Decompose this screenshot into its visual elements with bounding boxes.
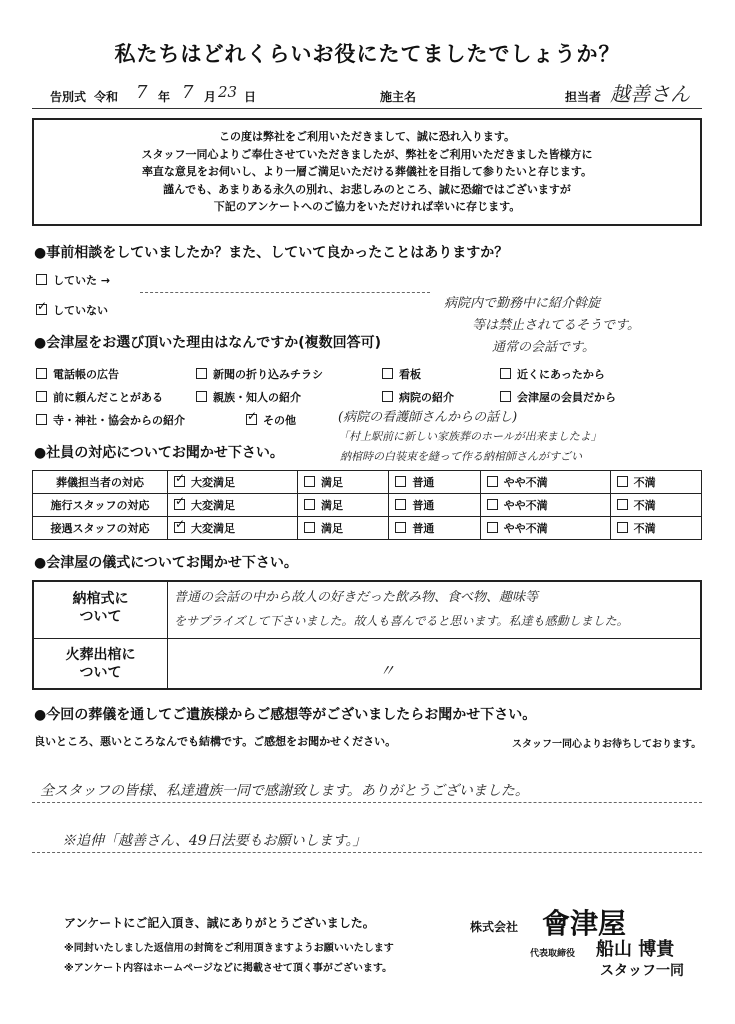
q2-option[interactable] — [500, 366, 605, 382]
intro-box — [32, 118, 702, 226]
q1-option-did-not[interactable] — [36, 302, 108, 318]
q2-option[interactable] — [382, 366, 421, 382]
answer-line — [32, 852, 702, 853]
option-label: 前に頼んだことがある — [53, 391, 163, 404]
q2-question: ●会津屋をお選び頂いた理由はなんですか(複数回答可) — [34, 335, 382, 351]
handwritten-note: 等は禁止されてるそうです。 — [472, 318, 640, 333]
month-unit: 月 — [204, 90, 217, 104]
checkbox[interactable] — [304, 522, 315, 533]
rating-cell[interactable] — [168, 494, 298, 517]
staff-rating-table — [32, 470, 702, 540]
checkbox[interactable] — [487, 499, 498, 510]
staff-value: 越善さん — [610, 82, 690, 106]
q1-option-did[interactable] — [36, 272, 110, 288]
label-line: ついて — [79, 609, 122, 625]
label-line: ついて — [79, 665, 122, 681]
checkbox[interactable] — [196, 391, 207, 402]
rating-cell[interactable] — [297, 517, 388, 540]
row-label: 接遇スタッフの対応 — [33, 517, 168, 540]
handwritten-note: (病院の看護師さんからの話し) — [338, 410, 518, 425]
rating-cell[interactable] — [297, 471, 388, 494]
q2-option[interactable] — [196, 366, 323, 382]
handwritten-note: 「村上駅前に新しい家族葬のホールが出来ましたよ」 — [338, 430, 602, 443]
row-label: 施行スタッフの対応 — [33, 494, 168, 517]
scale-label: やや不満 — [503, 499, 548, 512]
day-value: 23 — [218, 83, 238, 101]
q5-question: ●今回の葬儀を通してご遺族様からご感想等がございましたらお聞かせ下さい。 — [34, 707, 537, 723]
handwritten-note: 通常の会話です。 — [492, 340, 595, 355]
rating-cell[interactable] — [389, 471, 480, 494]
scale-label: 満足 — [320, 476, 343, 489]
scale-label: 大変満足 — [191, 476, 235, 489]
checkbox[interactable] — [617, 499, 628, 510]
rating-cell[interactable] — [168, 517, 298, 540]
column-divider — [167, 582, 168, 688]
q2-option[interactable] — [196, 389, 301, 405]
encoffin-answer-line: 普通の会話の中から故人の好きだった飲み物、食べ物、趣味等 — [174, 590, 539, 605]
intro-line: スタッフ一同心よりご奉仕させていただきましたが、弊社をご利用いただきました皆様方に — [141, 147, 593, 161]
answer-line — [32, 802, 702, 803]
checkbox[interactable] — [36, 368, 47, 379]
rating-cell[interactable] — [389, 494, 480, 517]
q2-option[interactable] — [36, 412, 185, 428]
company-logo-text: 會津屋 — [542, 907, 627, 940]
rating-cell[interactable] — [480, 517, 610, 540]
intro-line: この度は弊社をご利用いただきまして、誠に恐れ入ります。 — [219, 130, 515, 143]
handwritten-note: 納棺時の白装束を縫って作る納棺師さんがすごい — [340, 450, 582, 463]
rating-cell[interactable] — [610, 471, 701, 494]
intro-line: 謹んでも、あまりある永久の別れ、お悲しみのところ、誠に恐縮ではございますが — [163, 182, 571, 196]
encoffin-answer-line: をサプライズして下さいました。故人も喜んでると思います。私達も感動しました。 — [174, 614, 629, 628]
checkbox[interactable] — [395, 522, 406, 533]
q3-question: ●社員の対応についてお聞かせ下さい。 — [34, 445, 284, 461]
checkbox[interactable] — [617, 522, 628, 533]
cremation-answer: 〃 — [379, 661, 396, 680]
intro-line: 下記のアンケートへのご協力をいただければ幸いに存じます。 — [213, 200, 521, 214]
option-label: していない — [53, 304, 108, 317]
checkbox[interactable] — [487, 522, 498, 533]
option-label: 新聞の折り込みチラシ — [213, 368, 323, 381]
table-row — [33, 494, 702, 517]
month-value: 7 — [182, 82, 194, 103]
encoffin-label — [34, 590, 167, 626]
scale-label: 不満 — [633, 476, 656, 489]
checkbox[interactable] — [304, 499, 315, 510]
q4-question: ●会津屋の儀式についてお聞かせ下さい。 — [34, 555, 298, 571]
q5-answer-line: 全スタッフの皆様、私達遺族一同で感謝致します。ありがとうございました。 — [40, 783, 529, 799]
q2-option[interactable] — [382, 389, 454, 405]
option-label: 親族・知人の紹介 — [213, 391, 301, 404]
scale-label: やや不満 — [503, 522, 548, 535]
ceremony-label: 告別式 — [50, 90, 87, 104]
footer-note: ※アンケート内容はホームページなどに掲載させて頂く事がございます。 — [64, 963, 393, 974]
scale-label: 不満 — [633, 499, 656, 512]
checkbox[interactable] — [487, 476, 498, 487]
q2-option[interactable] — [36, 366, 119, 382]
era-label: 令和 — [94, 90, 119, 104]
scale-label: 大変満足 — [191, 522, 235, 535]
rating-cell[interactable] — [389, 517, 480, 540]
table-row — [33, 517, 702, 540]
scale-label: 不満 — [633, 522, 656, 535]
survey-title: 私たちはどれくらいお役にたてましたでしょうか？ — [114, 42, 621, 66]
checkbox-checked[interactable] — [174, 476, 185, 487]
q2-option-other[interactable] — [246, 412, 296, 428]
thanks-text: アンケートにご記入頂き、誠にありがとうございました。 — [64, 916, 375, 930]
label-line: 火葬出棺に — [65, 647, 136, 663]
q5-answer-line: ※追伸「越善さん、49日法要もお願いします。」 — [62, 833, 367, 849]
option-label: 病院の紹介 — [399, 391, 454, 404]
option-label: 看板 — [399, 368, 421, 381]
scale-label: 大変満足 — [191, 499, 235, 512]
rating-cell[interactable] — [480, 471, 610, 494]
rating-cell[interactable] — [297, 494, 388, 517]
day-unit: 日 — [244, 90, 257, 104]
checkbox-checked[interactable] — [246, 414, 257, 425]
checkbox[interactable] — [196, 368, 207, 379]
rating-cell[interactable] — [610, 494, 701, 517]
checkbox[interactable] — [36, 274, 47, 285]
staff-label: 担当者 — [565, 90, 602, 104]
intro-line: 率直な意見をお伺いし、より一層ご満足いただける葬儀社を目指して参りたいと存じます。 — [141, 165, 593, 179]
year-value: 7 — [136, 82, 148, 103]
rep-title: 代表取締役 — [530, 949, 576, 959]
rep-name: 船山 博貴 — [596, 939, 675, 960]
checkbox[interactable] — [500, 368, 511, 379]
q1-answer-line — [140, 292, 430, 293]
row-label: 葬儀担当者の対応 — [33, 471, 168, 494]
year-unit: 年 — [158, 90, 171, 104]
scale-label: 満足 — [320, 499, 343, 512]
scale-label: 満足 — [320, 522, 343, 535]
option-label: 近くにあったから — [517, 368, 605, 381]
chief-mourner-label: 施主名 — [380, 90, 417, 104]
handwritten-note: 病院内で勤務中に紹介斡旋 — [444, 296, 601, 311]
label-line: 納棺式に — [72, 591, 129, 607]
scale-label: 普通 — [412, 476, 435, 489]
option-label: 寺・神社・協会からの紹介 — [53, 414, 185, 427]
q2-option[interactable] — [500, 389, 616, 405]
header-underline — [32, 108, 702, 109]
scale-label: 普通 — [412, 499, 435, 512]
ceremony-feedback-box — [32, 580, 702, 690]
company-type: 株式会社 — [470, 920, 519, 934]
scale-label: 普通 — [412, 522, 435, 535]
q5-subtitle: 良いところ、悪いところなんでも結構です。ご感想をお聞かせください。 — [34, 735, 397, 748]
checkbox-checked[interactable] — [36, 304, 47, 315]
rating-cell[interactable] — [168, 471, 298, 494]
table-row — [33, 471, 702, 494]
checkbox[interactable] — [395, 499, 406, 510]
checkbox[interactable] — [500, 391, 511, 402]
q2-option[interactable] — [36, 389, 163, 405]
checkbox-checked[interactable] — [174, 499, 185, 510]
checkbox[interactable] — [304, 476, 315, 487]
option-label: 会津屋の会員だから — [517, 391, 616, 404]
row-divider — [34, 638, 700, 639]
checkbox[interactable] — [36, 414, 47, 425]
rating-cell[interactable] — [480, 494, 610, 517]
q1-question: ●事前相談をしていましたか？また、していて良かったことはありますか？ — [34, 245, 509, 261]
scale-label: やや不満 — [503, 476, 548, 489]
option-label: していた → — [53, 274, 111, 287]
checkbox[interactable] — [36, 391, 47, 402]
checkbox[interactable] — [382, 368, 393, 379]
checkbox[interactable] — [617, 476, 628, 487]
q5-staff-note: スタッフ一同心よりお待ちしております。 — [512, 739, 702, 750]
cremation-label — [34, 646, 167, 682]
option-label: その他 — [263, 414, 296, 427]
footer-note: ※同封いたしました返信用の封筒をご利用頂きますようお願いいたします — [64, 943, 394, 954]
checkbox[interactable] — [382, 391, 393, 402]
staff-sign: スタッフ一同 — [600, 963, 684, 979]
checkbox[interactable] — [395, 476, 406, 487]
rating-cell[interactable] — [610, 517, 701, 540]
option-label: 電話帳の広告 — [53, 368, 119, 381]
checkbox-checked[interactable] — [174, 522, 185, 533]
